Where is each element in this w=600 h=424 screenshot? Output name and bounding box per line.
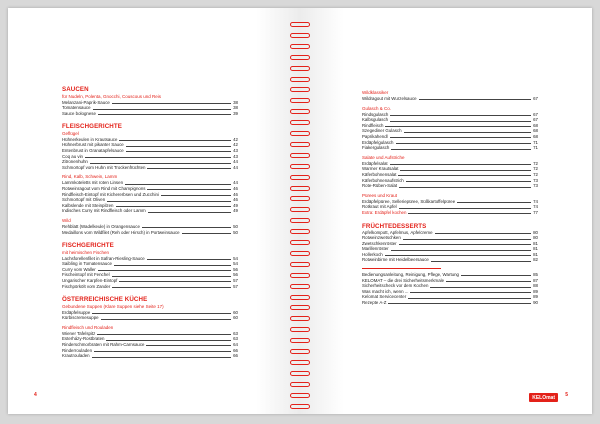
entry-leader-line: [147, 168, 231, 169]
entry-leader-line: [390, 137, 531, 138]
entry-title: Esterházy-Rostbraten: [62, 336, 105, 342]
entry-page-number: 63: [233, 330, 238, 336]
spiral-coil: [290, 371, 310, 376]
spiral-coil: [290, 218, 310, 223]
entry-page-number: 66: [233, 353, 238, 359]
spiral-coil: [290, 327, 310, 332]
page-number-left: 4: [34, 392, 37, 398]
toc-entry: [362, 210, 538, 216]
entry-title: Kalbslende mit Steinpilzen: [62, 202, 114, 208]
entry-leader-line: [385, 255, 531, 256]
entry-title: Erdäpfelpüree, Selleriepüree, Süßkartoffelpüree: [362, 198, 456, 204]
entry-title: Erdäpfelsalat: [362, 160, 388, 166]
entry-title: Hollerkoch: [362, 251, 383, 257]
entry-leader-line: [92, 357, 232, 358]
entry-page-number: 44: [233, 164, 238, 170]
entry-leader-line: [142, 227, 231, 228]
entry-leader-line: [85, 157, 231, 158]
entry-page-number: 49: [233, 208, 238, 214]
entry-leader-line: [457, 202, 531, 203]
spiral-coil: [290, 251, 310, 256]
entry-page-number: 49: [233, 202, 238, 208]
entry-leader-line: [406, 181, 531, 182]
toc-entry: [62, 284, 238, 290]
entry-title: Rotweinragout vom Rind mit Champignons: [62, 185, 146, 191]
spiral-coil: [290, 120, 310, 125]
entry-title: Hühnerbrust mit pikanter Sauce: [62, 142, 124, 148]
entry-page-number: 87: [533, 277, 538, 283]
entry-page-number: 46: [233, 191, 238, 197]
entry-page-number: 81: [533, 240, 538, 246]
entry-page-number: 85: [533, 272, 538, 278]
entry-page-number: 56: [233, 266, 238, 272]
entry-title: Indisches Curry mit Rindfleisch oder Lamm: [62, 208, 146, 214]
entry-title: Ungarischer Karpfen-Eintopf: [62, 277, 118, 283]
entry-leader-line: [116, 206, 232, 207]
spiral-coil: [290, 393, 310, 398]
subsection-heading: Wildklassiker: [362, 90, 389, 95]
spiral-coil: [290, 295, 310, 300]
entry-leader-line: [112, 103, 231, 104]
entry-leader-line: [126, 146, 231, 147]
section-heading: ÖSTERREICHISCHE KÜCHE: [62, 296, 148, 304]
entry-title: Schmortopf mit Oliven: [62, 197, 106, 203]
entry-leader-line: [391, 250, 532, 251]
entry-page-number: 50: [233, 223, 238, 229]
entry-page-number: 56: [233, 272, 238, 278]
entry-title: Rindfleisch: [362, 122, 384, 128]
entry-leader-line: [106, 340, 231, 341]
entry-title: Apfelkompott, Apfelmus, Apfelcreme: [362, 229, 433, 235]
entry-title: Lachsforellenfilet in Safran-Riesling-Sauce: [62, 255, 145, 261]
entry-page-number: 71: [533, 139, 538, 145]
entry-title: Erdäpfelgulasch: [362, 139, 394, 145]
entry-page-number: 71: [533, 145, 538, 151]
entry-page-number: 57: [233, 277, 238, 283]
entry-leader-line: [461, 275, 531, 276]
spiral-coil: [290, 98, 310, 103]
section-heading: FLEISCHGERICHTE: [62, 123, 122, 131]
entry-page-number: 60: [233, 309, 238, 315]
spiral-coil: [290, 109, 310, 114]
entry-leader-line: [390, 115, 531, 116]
entry-leader-line: [161, 195, 231, 196]
entry-title: Kelomat Servicecenter: [362, 294, 407, 300]
spiral-coil: [290, 404, 310, 409]
entry-title: Krautrouladen: [62, 353, 90, 359]
entry-title: Rotweinbirne mit Heidelbeersauce: [362, 257, 429, 263]
entry-title: Fischpörkölt vom Zander: [62, 283, 111, 289]
entry-page-number: 43: [233, 147, 238, 153]
entry-leader-line: [408, 298, 531, 299]
section-heading: FISCHGERICHTE: [62, 242, 114, 250]
entry-leader-line: [390, 164, 531, 165]
entry-title: Melanzani-Paprik-Sauce: [62, 99, 110, 105]
entry-leader-line: [410, 292, 531, 293]
entry-page-number: 46: [233, 197, 238, 203]
entry-page-number: 54: [233, 255, 238, 261]
entry-page-number: 82: [533, 257, 538, 263]
entry-title: Rindfleisch-Eintopf mit Kichererbsen und Zucchini: [62, 191, 159, 197]
entry-page-number: 38: [233, 99, 238, 105]
toc-entry: [362, 300, 538, 306]
entry-title: Warmer Krautsalat: [362, 166, 399, 172]
entry-title: Marillenröster: [362, 246, 389, 252]
entry-page-number: 67: [533, 117, 538, 123]
entry-leader-line: [98, 114, 231, 115]
spiral-coil: [290, 142, 310, 147]
entry-page-number: 80: [533, 229, 538, 235]
entry-title: Paprikahendl: [362, 133, 388, 139]
entry-page-number: 42: [233, 136, 238, 142]
entry-leader-line: [182, 233, 231, 234]
spiral-coil: [290, 33, 310, 38]
subsection-heading: Gebundene Suppen (Klare Suppen siehe Seite 17): [62, 303, 164, 309]
entry-page-number: 88: [533, 283, 538, 289]
entry-leader-line: [94, 351, 231, 352]
entry-leader-line: [112, 276, 232, 277]
entry-page-number: 43: [233, 153, 238, 159]
entry-page-number: 73: [533, 183, 538, 189]
entry-title: Sicherheitscheck vor dem Kochen: [362, 283, 429, 289]
entry-page-number: 89: [533, 288, 538, 294]
entry-leader-line: [399, 208, 531, 209]
subsection-heading: Geflügel: [62, 130, 79, 136]
toc-entry: [62, 208, 238, 214]
spiral-coil: [290, 87, 310, 92]
entry-title: Kürbiscremesuppe: [62, 315, 99, 321]
entry-title: Fiakergulasch: [362, 145, 390, 151]
entry-title: Rehblatt (Wadelkeule) in Orangensauce: [62, 223, 140, 229]
spiral-coil: [290, 338, 310, 343]
entry-leader-line: [112, 287, 231, 288]
entry-title: Erdäpfelsuppe: [62, 309, 91, 315]
entry-title: Fischeintopf mit Fenchel: [62, 272, 110, 278]
entry-leader-line: [400, 170, 531, 171]
entry-page-number: 81: [533, 246, 538, 252]
toc-entry: [62, 230, 238, 236]
entry-leader-line: [435, 233, 532, 234]
entry-leader-line: [125, 184, 231, 185]
toc-entry: [362, 96, 538, 102]
entry-leader-line: [404, 132, 532, 133]
entry-page-number: 44: [233, 180, 238, 186]
spiral-coil: [290, 240, 310, 245]
spiral-coil: [290, 66, 310, 71]
entry-page-number: 72: [533, 171, 538, 177]
subsection-heading: Wild: [62, 217, 71, 223]
toc-column-left: [62, 86, 238, 359]
entry-page-number: 89: [533, 294, 538, 300]
entry-leader-line: [403, 239, 531, 240]
spiral-coil: [290, 262, 310, 267]
entry-leader-line: [101, 319, 232, 320]
entry-title: Entenbrust in Granatapfelsauce: [62, 147, 124, 153]
entry-leader-line: [119, 140, 231, 141]
entry-page-number: 60: [233, 315, 238, 321]
entry-page-number: 80: [533, 235, 538, 241]
entry-title: Was macht ich, wenn ...: [362, 288, 409, 294]
entry-title: Zitronenhuhn: [62, 159, 88, 165]
entry-title: Saibling in Tomatensauce: [62, 261, 112, 267]
entry-leader-line: [119, 281, 231, 282]
entry-title: Curry vom Waller: [62, 266, 96, 272]
entry-leader-line: [431, 261, 531, 262]
entry-leader-line: [399, 187, 531, 188]
entry-title: Medaillons vom Wildfilet (Reh oder Hirsch) in Portweinsauce: [62, 229, 180, 235]
entry-title: Sauce bolognese: [62, 110, 96, 116]
entry-page-number: 39: [233, 110, 238, 116]
entry-page-number: 68: [533, 133, 538, 139]
entry-page-number: 38: [233, 105, 238, 111]
entry-title: Rote-Rüben-Salat: [362, 183, 398, 189]
entry-leader-line: [419, 99, 532, 100]
entry-page-number: 42: [233, 142, 238, 148]
entry-page-number: 63: [233, 336, 238, 342]
subsection-heading: Rindfleisch und Rouladen: [62, 324, 114, 330]
spiral-coil: [290, 153, 310, 158]
entry-title: Hühnerkeulen in Krautsauce: [62, 136, 118, 142]
entry-title: Wildragout mit Wurzelsauce: [362, 96, 417, 101]
entry-leader-line: [388, 303, 531, 304]
entry-leader-line: [430, 287, 531, 288]
entry-leader-line: [146, 345, 231, 346]
section-heading: FRÜCHTEDESSERTS: [362, 222, 427, 230]
entry-leader-line: [408, 213, 531, 214]
entry-page-number: 72: [533, 166, 538, 172]
subsection-heading: für Nudeln, Polenta, Gnocchi, Couscous und Reis: [62, 93, 162, 99]
entry-page-number: 46: [233, 185, 238, 191]
spiral-coil: [290, 196, 310, 201]
spiral-coil: [290, 349, 310, 354]
entry-page-number: 74: [533, 198, 538, 204]
entry-page-number: 54: [233, 261, 238, 267]
spiral-coil: [290, 284, 310, 289]
entry-page-number: 57: [233, 283, 238, 289]
entry-page-number: 68: [533, 122, 538, 128]
spiral-coil: [290, 55, 310, 60]
entry-title: Schmortopf vom Huhn mit Trockenfrüchten: [62, 164, 146, 170]
entry-title: Coq au vin: [62, 153, 83, 159]
entry-page-number: 66: [233, 347, 238, 353]
entry-leader-line: [148, 212, 231, 213]
page-number-right: 5: [565, 392, 568, 398]
entry-leader-line: [398, 175, 531, 176]
subsection-heading: Pürees und Kraut: [362, 192, 398, 198]
spiral-coil: [290, 44, 310, 49]
spiral-coil: [290, 77, 310, 82]
spiral-coil: [290, 360, 310, 365]
toc-entry: [62, 353, 238, 359]
entry-title: KELOMAT – die drei Sicherheitsmerkmale: [362, 277, 445, 283]
entry-page-number: 68: [533, 128, 538, 134]
spiral-coil: [290, 305, 310, 310]
section-heading: SAUCEN: [62, 86, 89, 93]
section-divider: [362, 268, 441, 269]
entry-title: Bedienungsanleitung, Reinigung, Pflege, Wartung: [362, 272, 459, 278]
entry-page-number: 72: [533, 160, 538, 166]
spiral-coil: [290, 22, 310, 27]
entry-title: Rotweinzwetschken: [362, 235, 401, 241]
entry-title: Wiener Tafelspitz: [62, 330, 96, 336]
spiral-coil: [290, 273, 310, 278]
entry-title: Kalbsgulasch: [362, 117, 389, 123]
toc-entry: [362, 183, 538, 189]
entry-page-number: 74: [533, 204, 538, 210]
entry-title: Tomatensauce: [62, 105, 91, 111]
entry-leader-line: [93, 109, 232, 110]
entry-title: Rezepte A-Z: [362, 300, 387, 306]
entry-page-number: 81: [533, 251, 538, 257]
entry-leader-line: [385, 126, 531, 127]
spiral-binding: [290, 22, 310, 414]
entry-title: Rotkraut mit Apfel: [362, 204, 397, 210]
spiral-coil: [290, 131, 310, 136]
entry-leader-line: [114, 265, 231, 266]
toc-entry: [62, 165, 238, 171]
entry-page-number: 44: [233, 159, 238, 165]
right-page: [300, 8, 592, 414]
entry-title: Rinderschmorbraten mit Rahm-Carnsauce: [62, 342, 145, 348]
subsection-heading: mit heimischen Fischen: [62, 249, 110, 255]
spiral-coil: [290, 164, 310, 169]
entry-title: Käferbohnensalat: [362, 171, 397, 177]
entry-leader-line: [97, 334, 231, 335]
entry-leader-line: [399, 244, 531, 245]
entry-leader-line: [126, 151, 231, 152]
spiral-coil: [290, 186, 310, 191]
toc-entry: [362, 257, 538, 263]
spiral-coil: [290, 207, 310, 212]
entry-page-number: 90: [533, 300, 538, 306]
entry-title: Szegediner Gulasch: [362, 128, 402, 134]
entry-leader-line: [147, 259, 231, 260]
entry-leader-line: [90, 163, 231, 164]
subsection-heading: Rind, Kalb, Schwein, Lamm: [62, 174, 118, 180]
toc-entry: [62, 111, 238, 117]
entry-title: Rindsgulasch: [362, 111, 389, 117]
entry-leader-line: [446, 281, 531, 282]
entry-leader-line: [391, 149, 531, 150]
entry-page-number: 67: [533, 111, 538, 117]
entry-leader-line: [107, 201, 231, 202]
toc-entry: [62, 315, 238, 321]
book-spread: [8, 8, 592, 414]
entry-leader-line: [98, 270, 231, 271]
entry-page-number: 73: [533, 177, 538, 183]
subsection-heading: Gulasch & Co.: [362, 105, 392, 111]
entry-title: Extra: Erdäpfel kochen: [362, 209, 407, 215]
entry-title: Zwetschkenröster: [362, 240, 397, 246]
entry-leader-line: [92, 313, 231, 314]
spiral-coil: [290, 382, 310, 387]
entry-page-number: 50: [233, 229, 238, 235]
entry-title: Lammkoteletts mit roten Linsen: [62, 180, 124, 186]
spiral-coil: [290, 175, 310, 180]
entry-leader-line: [396, 143, 532, 144]
subsection-heading: Salate und Aufstriche: [362, 154, 405, 160]
entry-page-number: 67: [533, 96, 538, 101]
toc-entry: [362, 145, 538, 151]
entry-title: Rinderrouladen: [62, 347, 93, 353]
entry-page-number: 77: [533, 209, 538, 215]
toc-column-right: [362, 86, 538, 306]
entry-page-number: 64: [233, 342, 238, 348]
entry-title: Käferbohnenaufstrich: [362, 177, 404, 183]
entry-leader-line: [390, 121, 531, 122]
left-page: [8, 8, 300, 414]
spiral-coil: [290, 229, 310, 234]
spiral-coil: [290, 316, 310, 321]
kelomat-logo: KELOmat: [529, 393, 558, 402]
entry-leader-line: [147, 189, 231, 190]
